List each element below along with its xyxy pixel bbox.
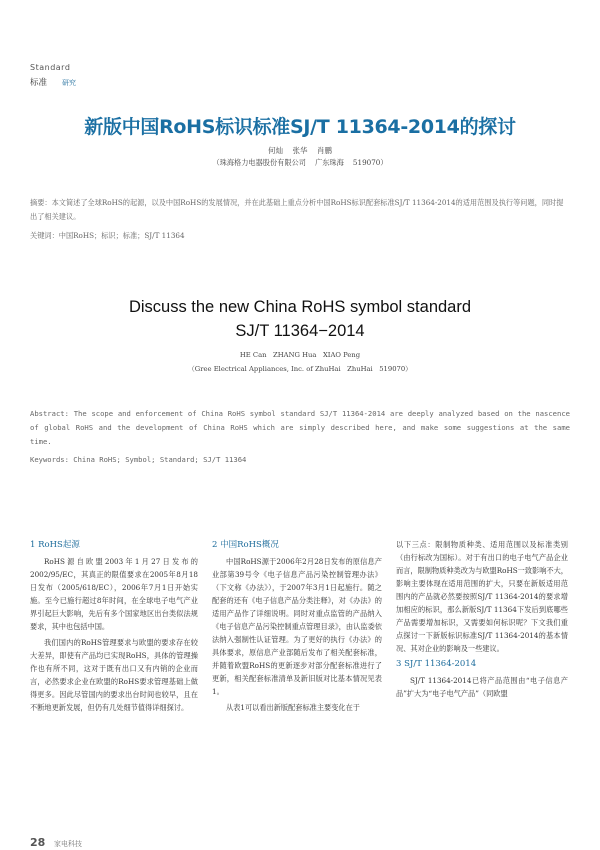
section-label-cn: 标准 — [30, 78, 48, 88]
column-1 — [30, 538, 198, 717]
paragraph: 以下三点：限制物质种类、适用范围以及标准类别（由行标改为国标）。对于有出口的电子电气产品企业而言，限制物质种类改为与欧盟RoHS一致影响不大，影响主要体现在适用范围的扩大，只要在新版适用范围内的产品就必然要按照SJ/T 11364-2014的要求增加相应的标识，那么新版SJ/T 11364下发后到底哪些产品需要增加标识，又需要如何标识呢？下文我们重点探讨一下新版标识标准SJ/T 11364-2014的基本情况、其对企业的影响及一些建议。 — [396, 540, 568, 653]
authors-en: HE Can ZHANG Hua XIAO Peng — [239, 351, 361, 359]
title-en-line1: Discuss the new China RoHS symbol standard — [128, 298, 472, 316]
section-heading-1: 1 RoHS起源 — [30, 540, 80, 550]
paragraph: SJ/T 11364-2014已将产品范围由“电子信息产品”扩大为“电子电气产品”（同欧盟 — [396, 676, 568, 698]
column-1-body — [30, 555, 198, 714]
column-2 — [212, 538, 382, 717]
paragraph: RoHS源自欧盟2003年1月27日发布的2002/95/EC，其真正的限值要求在2005年8月18日发布（2005/618/EC），2006年7月1日开始实施。至今已施行超过8年时间，在全球电子电气产业界引起巨大影响，先后有多个国家地区出台类似法规要求，其中也包括中国。 — [30, 557, 198, 631]
section-heading-2: 2 中国RoHS概况 — [212, 540, 279, 550]
abstract-en: Abstract: The scope and enforcement of China RoHS symbol standard SJ/T 11364-2014 are deeply analyzed based on the nascence of global RoHS and the development of China RoHS which are simply described here, and make some suggestions at the same time. — [30, 409, 570, 446]
affiliation-en: （Gree Electrical Appliances, Inc. of ZhuHai ZhuHai 519070） — [188, 365, 412, 373]
paragraph: 中国RoHS源于2006年2月28日发布的原信息产业部第39号令《电子信息产品污染控制管理办法》（下文称《办法》），于2007年3月1日起施行。随之配套的还有《电子信息产品分类注释》，对《办法》的适用产品作了详细说明。同时对重点监管的产品纳入《电子信息产品污染控制重点管理目录》，由认监委依法纳入强制性认证管理。为了更好的执行《办法》的具体要求，原信息产业部随后发布了相关配套标准，并随着欧盟RoHS的更新逐步对部分配套标准进行了更新，相关配套标准清单及新旧版对比基本情况见表1。 — [212, 557, 382, 696]
affiliation-cn: （珠海格力电器股份有限公司 广东珠海 519070） — [212, 158, 388, 167]
paragraph: 从表1可以看出新版配套标准主要变化在于 — [226, 703, 360, 712]
keywords-en: Keywords: China RoHS; Symbol; Standard; SJ/T 11364 — [30, 455, 247, 464]
section-sub-label: 研究 — [62, 79, 76, 87]
column-3-body-2 — [396, 674, 568, 700]
keywords-cn: 关键词：中国RoHS；标识；标准；SJ/T 11364 — [30, 231, 185, 240]
journal-name: 家电科技 — [54, 840, 82, 848]
abstract-cn: 摘要：本文简述了全球RoHS的起源，以及中国RoHS的发展情况，并在此基础上重点分析中国RoHS标识配套标准SJ/T 11364-2014的适用范围及执行等问题，同时提出了相关建议。 — [30, 198, 564, 221]
column-2-body — [212, 555, 382, 714]
section-label-en: Standard — [30, 63, 71, 72]
page-title-cn: 新版中国RoHS标识标准SJ/T 11364-2014的探讨 — [84, 116, 516, 138]
column-3 — [396, 538, 568, 703]
section-heading-3: 3 SJ/T 11364-2014 — [396, 659, 477, 669]
column-3-body — [396, 538, 568, 655]
paragraph: 我们国内的RoHS管理要求与欧盟的要求存在较大差异，即使有产品均已实现RoHS，具体的管理操作也有所不同，这对于既有出口又有内销的企业而言，必然要求企业在欧盟的RoHS要求管理基础上做得更多。因此尽管国内的要求出台时间也较早，且在不断地更新发展，但仍有几处细节值得详细探讨。 — [30, 638, 198, 712]
authors-cn: 何灿 张华 肖鹏 — [267, 146, 333, 155]
page-number: 28 — [30, 836, 46, 849]
title-en-line2: SJ/T 11364−2014 — [235, 322, 365, 340]
